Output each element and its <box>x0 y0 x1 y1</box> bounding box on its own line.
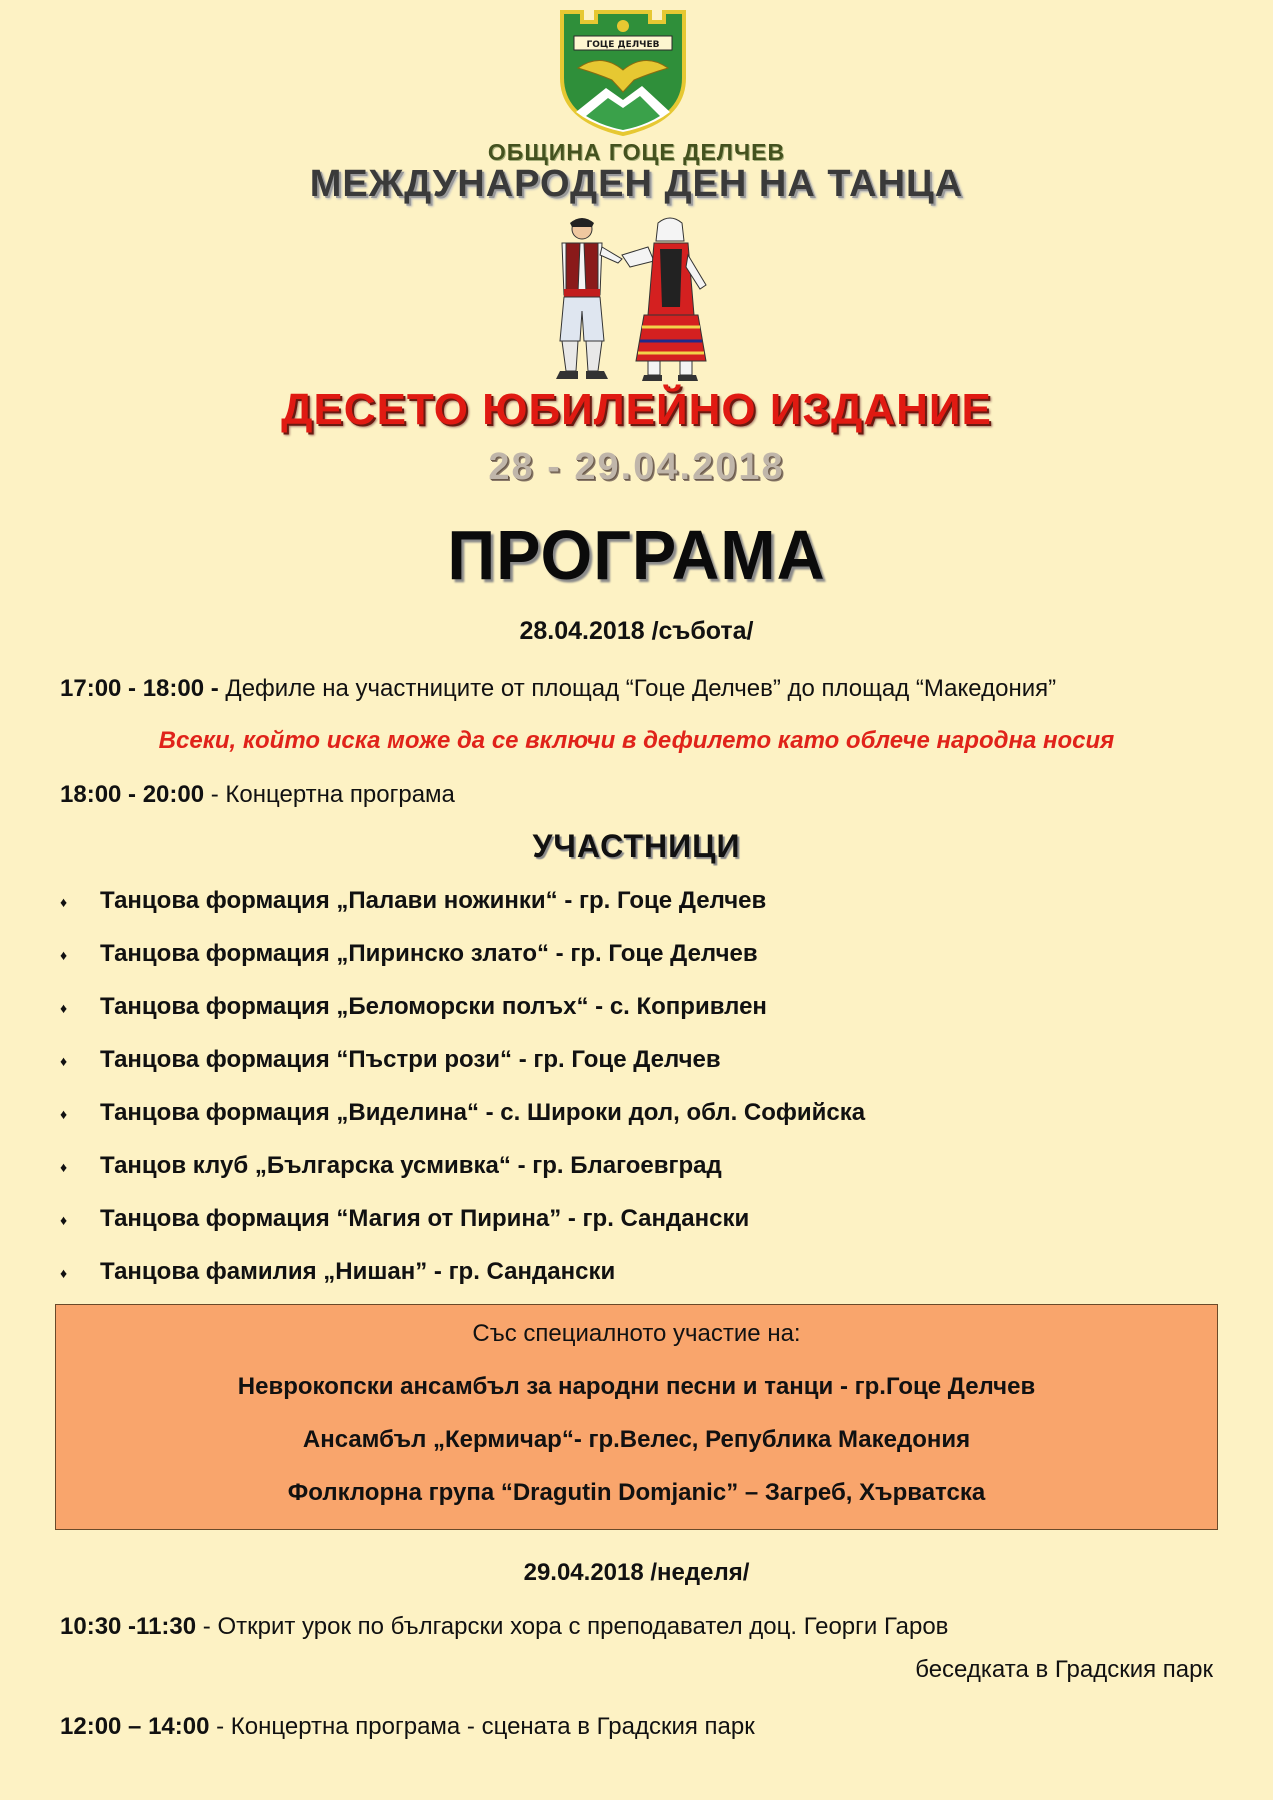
diamond-bullet-icon: ♦ <box>60 1105 68 1122</box>
participant-item: ♦ Танцова формация “Пъстри рози“ - гр. Гоце Делчев <box>60 1046 721 1073</box>
day1-item-concert <box>60 781 455 809</box>
special-guest-item: Неврокопски ансамбъл за народни песни и танци - гр.Гоце Делчев <box>237 1373 1036 1400</box>
special-guest-item: Фолклорна група “Dragutin Domjanic” – Загреб, Хърватска <box>287 1479 986 1506</box>
dance-lesson-location: беседката в Градския парк <box>915 1656 1213 1683</box>
special-guests-box <box>55 1304 1218 1530</box>
jubilee-edition-title: ДЕСЕТО ЮБИЛЕЙНО ИЗДАНИЕ <box>281 385 992 434</box>
day2-item-dance-lesson <box>60 1613 948 1641</box>
day1-heading: 28.04.2018 /събота/ <box>519 617 754 645</box>
day1-item-parade <box>60 675 1056 703</box>
diamond-bullet-icon: ♦ <box>60 1211 68 1228</box>
item-time: 17:00 - 18:00 - <box>60 675 219 702</box>
item-time: 18:00 - 20:00 <box>60 781 205 808</box>
participant-item: ♦ Танцова формация „Пиринско злато“ - гр. Гоце Делчев <box>60 940 758 967</box>
day2-item-concert <box>60 1713 755 1741</box>
diamond-bullet-icon: ♦ <box>60 893 68 910</box>
item-time: 12:00 – 14:00 <box>60 1713 210 1740</box>
item-time: 10:30 -11:30 <box>60 1613 197 1640</box>
participant-item: ♦ Танцова фамилия „Нишан” - гр. Сандански <box>60 1258 616 1285</box>
municipality-coat-of-arms-logo <box>556 8 690 136</box>
event-title: МЕЖДУНАРОДЕН ДЕН НА ТАНЦА <box>309 163 964 205</box>
municipality-name: ОБЩИНА ГОЦЕ ДЕЛЧЕВ <box>487 139 786 165</box>
diamond-bullet-icon: ♦ <box>60 999 68 1016</box>
day2-heading: 29.04.2018 /неделя/ <box>523 1559 750 1586</box>
participant-item: ♦ Танцова формация “Магия от Пирина” - гр. Сандански <box>60 1205 750 1232</box>
participant-item: ♦ Танцов клуб „Българска усмивка“ - гр. Благоевград <box>60 1152 722 1179</box>
participant-item: ♦ Танцова формация „Палави ножинки“ - гр. Гоце Делчев <box>60 887 767 914</box>
participant-item: ♦ Танцова формация „Беломорски полъх“ - с. Копривлен <box>60 993 767 1020</box>
participants-heading: УЧАСТНИЦИ <box>532 828 741 864</box>
participant-item: ♦ Танцова формация „Виделина“ - с. Широки дол, обл. Софийска <box>60 1099 866 1126</box>
item-text: - Открит урок по български хора с преподавател доц. Георги Гаров <box>196 1613 949 1640</box>
costume-invitation-note: Всеки, който иска може да се включи в дефилето като облече народна носия <box>158 727 1115 754</box>
logo-text: ГОЦЕ ДЕЛЧЕВ <box>586 40 660 50</box>
item-text: - Концертна програма - сцената в Градския парк <box>209 1713 755 1740</box>
female-dancer-figure <box>622 218 706 381</box>
item-text: Дефиле на участниците от площад “Гоце Делчев” до площад “Македония” <box>218 675 1057 702</box>
folk-dancers-illustration <box>530 215 730 383</box>
special-guest-item: Ансамбъл „Кермичар“- гр.Велес, Република Македония <box>302 1426 971 1453</box>
item-text: - Концертна програма <box>204 781 455 808</box>
diamond-bullet-icon: ♦ <box>60 1158 68 1175</box>
diamond-bullet-icon: ♦ <box>60 1264 68 1281</box>
diamond-bullet-icon: ♦ <box>60 946 68 963</box>
male-dancer-figure <box>556 218 622 379</box>
program-title: ПРОГРАМА <box>447 516 826 594</box>
special-guests-intro: Със специалното участие на: <box>472 1320 801 1347</box>
event-dates: 28 - 29.04.2018 <box>488 446 785 488</box>
diamond-bullet-icon: ♦ <box>60 1052 68 1069</box>
